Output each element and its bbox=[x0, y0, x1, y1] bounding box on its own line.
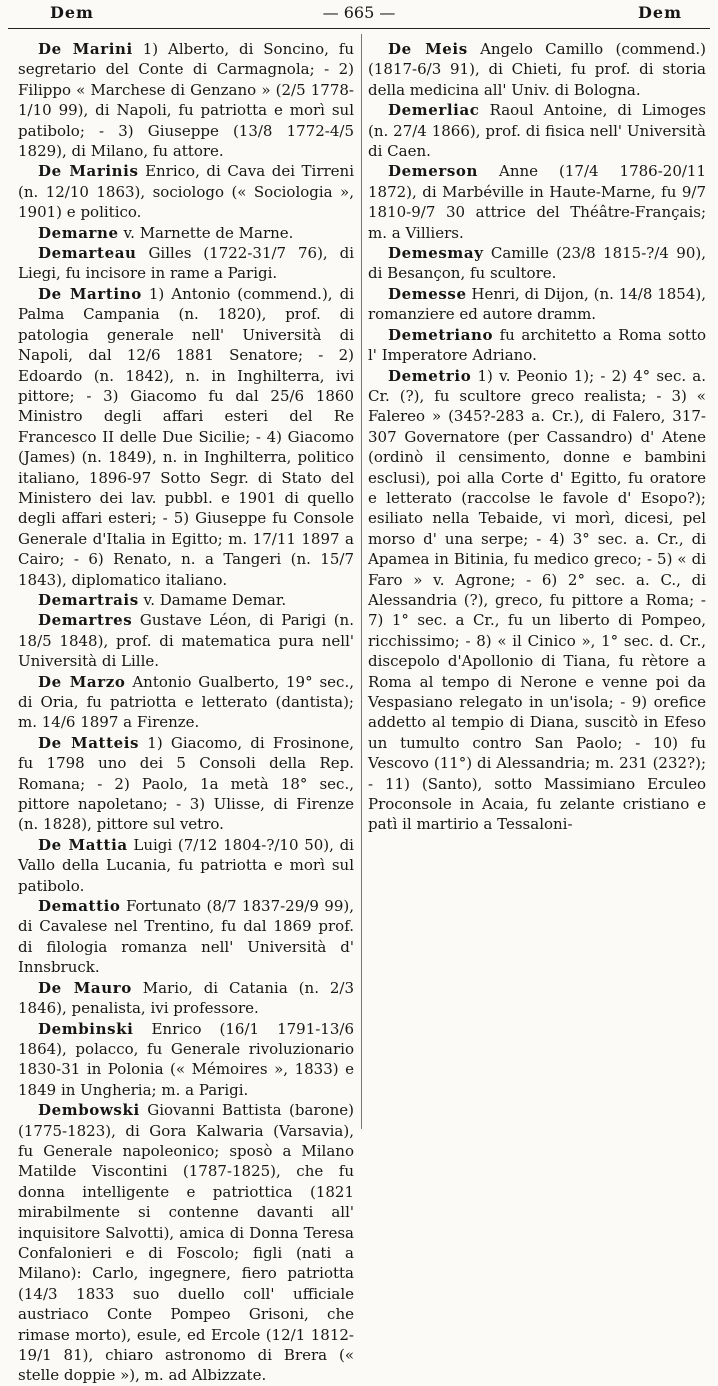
dictionary-entry bbox=[18, 590, 354, 610]
entry-headword: De Meis bbox=[388, 40, 468, 58]
entry-text: Giovanni Battista (barone) (1775-1823), di Gora Kalwaria (Varsavia), fu Generale napoleonico; sposò a Milano Matilde Viscontini (1787-1825), che fu donna intelligente e patriottica (1821 mirabilmente si contenne davanti all' inquisitore Salvotti), amica di Donna Teresa Confalonieri e di Foscolo; figli (nati a Milano): Carlo, ingegnere, fiero patriotta (14/3 1833 suo duello coll' ufficiale austriaco Conte Pompeo Grisoni, che rimase morto), esule, ed Ercole (12/1 1812-19/1 81), chiaro astronomo di Brera (« stelle doppie »), m. ad Albizzate. bbox=[18, 1101, 354, 1385]
entry-text: Anne (17/4 1786-20/11 1872), di Marbéville in Haute-Marne, fu 9/7 1810-9/7 30 attrice del Théâtre-Français; m. a Villiers. bbox=[368, 162, 706, 242]
entry-text: Gustave Léon, di Parigi (n. 18/5 1848), prof. di matematica pura nell' Università di Lille. bbox=[18, 611, 354, 671]
entry-text: fu architetto a Roma sotto l' Imperatore Adriano. bbox=[368, 325, 706, 365]
dictionary-entry bbox=[18, 672, 354, 733]
entry-text: 1) Antonio (commend.), di Palma Campania (n. 1820), prof. di patologia generale nell' Università di Napoli, dal 12/6 1881 Senatore; - 2) Edoardo (n. 1842), n. in Inghilterra, ivi pittore; - 3) Giacomo fu dal 25/6 1860 Ministro degli affari esteri del Re Francesco II delle Due Sicilie; - 4) Giacomo (James) (n. 1849), n. in Inghilterra, politico italiano, 1896-97 Sotto Segr. di Stato del Ministero dei lav. pubbl. e 1901 di quello degli affari esteri; - 5) Giuseppe fu Console Generale d'Italia in Egitto; m. 17/11 1897 a Cairo; - 6) Renato, n. a Tangeri (n. 15/7 1843), diplomatico italiano. bbox=[18, 284, 354, 589]
dictionary-entry bbox=[368, 366, 706, 835]
entry-headword: Demartres bbox=[38, 611, 133, 630]
dictionary-entry bbox=[368, 243, 706, 284]
entry-text: 1) Alberto, di Soncino, fu segretario del Conte di Carmagnola; - 2) Filippo « Marchese di Genzano » (2/5 1778-1/10 99), di Napoli, fu patriotta e morì sul patibolo; - 3) Giuseppe (13/8 1772-4/5 1829), di Milano, fu attore. bbox=[18, 40, 354, 161]
entry-headword: Dembowski bbox=[38, 1101, 140, 1120]
entry-headword: Demerson bbox=[388, 162, 479, 181]
entry-headword: Demarteau bbox=[38, 244, 137, 263]
dictionary-entry bbox=[368, 284, 706, 325]
dictionary-entry bbox=[18, 835, 354, 896]
entry-headword: De Martino bbox=[38, 284, 142, 303]
column-separator bbox=[361, 34, 362, 1129]
entry-headword: Demarne bbox=[38, 223, 119, 242]
entry-headword: Demesse bbox=[388, 284, 467, 303]
entry-headword: Demattio bbox=[38, 897, 121, 916]
dictionary-entry bbox=[368, 161, 706, 243]
entry-text: Gilles (1722-31/7 76), di Liegi, fu incisore in rame a Parigi. bbox=[18, 244, 354, 283]
dictionary-entry bbox=[18, 243, 354, 284]
left-column bbox=[18, 39, 355, 1385]
page-header bbox=[14, 2, 704, 28]
entry-headword: Demesmay bbox=[388, 244, 484, 263]
entry-text: Luigi (7/12 1804-?/10 50), di Vallo della Lucania, fu patriotta e morì sul patibolo. bbox=[18, 835, 354, 895]
dictionary-entry bbox=[368, 100, 706, 161]
entry-headword: Dembinski bbox=[38, 1019, 134, 1038]
entry-text: 1) v. Peonio 1); - 2) 4° sec. a. Cr. (?), fu scultore greco realista; - 3) « Falereo » (345?-283 a. Cr.), di Falero, 317-307 Governatore (per Cassandro) d' Atene (ordinò il censimento, donne e bambini esclusi), poi alla Corte d' Egitto, fu oratore e letterato (raccolse le favole d' Esopo?); esiliato nella Tebaide, vi morì, dicesi, pel morso d' una serpe; - 4) 3° sec. a. Cr., di Apamea in Bitinia, fu medico greco; - 5) « di Faro » v. Agrone; - 6) 2° sec. a. C., di Alessandria (?), greco, fu pittore a Roma; - 7) 1° sec. a Cr., fu un liberto di Pompeo, ricchissimo; - 8) « il Cinico », 1° sec. d. Cr., discepolo d'Apollonio di Tiana, fu rètore a Roma al tempo di Nerone e venne poi da Vespasiano relegato in un'isola; - 9) orefice addetto al tempio di Diana, suscitò in Efeso un tumulto contro San Paolo; - 10) fu Vescovo (11°) di Alessandria; m. 231 (232?); - 11) (Santo), sotto Massimiano Erculeo Proconsole in Acaia, fu zelante cristiano e patì il martirio a Tessaloni- bbox=[368, 366, 706, 834]
dictionary-entry bbox=[18, 733, 354, 835]
dictionary-entry bbox=[18, 1100, 354, 1386]
entry-headword: De Marinis bbox=[38, 162, 139, 181]
dictionary-entry bbox=[368, 325, 706, 366]
entry-text: Camille (23/8 1815-?/4 90), di Besançon, fu scultore. bbox=[368, 244, 706, 283]
entry-text: Raoul Antoine, di Limoges (n. 27/4 1866), prof. di fisica nell' Università di Caen. bbox=[368, 101, 706, 161]
entry-text: Antonio Gualberto, 19° sec., di Oria, fu patriotta e letterato (dantista); m. 14/6 1897 a Firenze. bbox=[18, 672, 354, 732]
entry-headword: De Marzo bbox=[38, 672, 126, 691]
entry-headword: De Mauro bbox=[38, 978, 132, 997]
dictionary-entry bbox=[18, 896, 354, 978]
dictionary-entry bbox=[18, 223, 354, 243]
dictionary-entry bbox=[18, 284, 354, 590]
entry-text: Henri, di Dijon, (n. 14/8 1854), romanziere ed autore dramm. bbox=[368, 284, 706, 324]
entry-text: Angelo Camillo (commend.) (1817-6/3 91), di Chieti, fu prof. di storia della medicina all' Univ. di Bologna. bbox=[368, 40, 706, 99]
dictionary-entry bbox=[18, 1019, 354, 1101]
page-number: — 665 — bbox=[322, 3, 396, 22]
entry-headword: De Marini bbox=[38, 40, 133, 58]
entry-text: Mario, di Catania (n. 2/3 1846), penalista, ivi professore. bbox=[18, 978, 354, 1018]
dictionary-entry bbox=[18, 610, 354, 671]
entry-headword: Demetriano bbox=[388, 325, 494, 344]
entry-headword: De Mattia bbox=[38, 835, 128, 854]
entry-headword: Demetrio bbox=[388, 366, 472, 385]
header-right-keyword: Dem bbox=[638, 3, 682, 22]
right-column bbox=[368, 39, 706, 1129]
entry-text: Enrico (16/1 1791-13/6 1864), polacco, fu Generale rivoluzionario 1830-31 in Polonia (« Mémoires », 1833) e 1849 in Ungheria; m. a Parigi. bbox=[18, 1019, 354, 1099]
entry-text: Fortunato (8/7 1837-29/9 99), di Cavalese nel Trentino, fu dal 1869 prof. di filologia romanza nell' Università d' Innsbruck. bbox=[18, 897, 354, 977]
entry-text: v. Marnette de Marne. bbox=[118, 223, 294, 242]
entry-headword: Demerliac bbox=[388, 101, 480, 120]
entry-headword: Demartrais bbox=[38, 590, 139, 609]
entry-text: 1) Giacomo, di Frosinone, fu 1798 uno dei 5 Consoli della Rep. Romana; - 2) Paolo, 1a metà 18° sec., pittore napoletano; - 3) Ulisse, di Firenze (n. 1828), pittore sul vetro. bbox=[18, 733, 355, 834]
dictionary-entry bbox=[368, 39, 706, 100]
dictionary-entry bbox=[18, 161, 354, 222]
header-rule bbox=[8, 28, 710, 29]
entry-headword: De Matteis bbox=[38, 733, 140, 752]
dictionary-entry bbox=[18, 39, 354, 161]
entry-text: v. Damame Demar. bbox=[138, 590, 287, 609]
entry-text: Enrico, di Cava dei Tirreni (n. 12/10 1863), sociologo (« Sociologia », 1901) e politico. bbox=[18, 162, 355, 222]
header-left-keyword: Dem bbox=[50, 3, 94, 22]
dictionary-entry bbox=[18, 978, 354, 1019]
